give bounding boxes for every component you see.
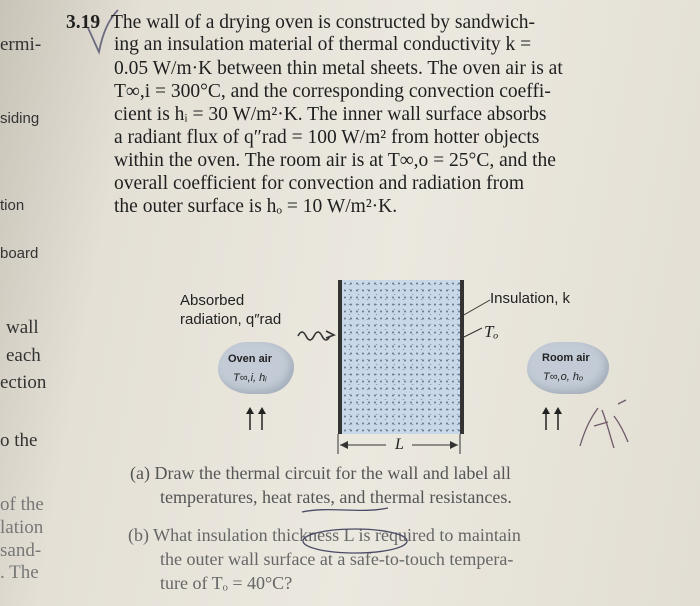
problem-line: T∞,i = 300°C, and the corresponding convection coeffi-: [114, 81, 551, 102]
problem-line: The wall of a drying oven is constructed by sandwich-: [111, 12, 536, 33]
margin-word: of the: [0, 494, 44, 515]
oven-air-cloud: [218, 342, 294, 394]
handwritten-scribble: [574, 396, 634, 454]
margin-word: lation: [0, 517, 44, 538]
to-leader-line: [460, 326, 484, 340]
margin-word: siding: [0, 110, 40, 127]
room-air-params: T∞,o, hₒ: [543, 371, 584, 383]
question-b-line: (b) What insulation thickness L is required to maintain: [128, 525, 521, 545]
radiation-wave-icon: [296, 326, 338, 342]
question-b-line: the outer wall surface at a safe-to-touch tempera-: [160, 549, 514, 569]
margin-word: sand-: [0, 540, 42, 561]
oven-air-params: T∞,i, hᵢ: [233, 372, 267, 384]
problem-line: cient is hᵢ = 30 W/m²·K. The inner wall surface absorbs: [114, 104, 547, 125]
convection-arrows-left: [242, 404, 272, 432]
room-air-title: Room air: [542, 352, 590, 364]
thickness-label: L: [395, 436, 404, 453]
oven-air-title: Oven air: [228, 353, 273, 365]
handwritten-underline: [300, 504, 390, 516]
problem-line: ing an insulation material of thermal conductivity k =: [114, 34, 532, 55]
margin-word: ermi-: [0, 34, 42, 55]
absorbed-radiation-label: radiation, q″rad: [180, 311, 282, 328]
insulation-label: Insulation, k: [490, 290, 571, 307]
insulation-leader-line: [460, 298, 492, 318]
problem-line: within the oven. The room air is at T∞,o = 25°C, and the: [114, 150, 556, 171]
margin-word: tion: [0, 197, 25, 214]
margin-word: ection: [0, 372, 47, 393]
margin-word: wall: [6, 317, 39, 338]
problem-line: a radiant flux of q″rad = 100 W/m² from hotter objects: [114, 127, 540, 148]
margin-word: each: [6, 345, 41, 366]
outer-surface-temp-label: Tₒ: [484, 322, 499, 341]
convection-arrows-right: [538, 404, 568, 432]
margin-word: o the: [0, 430, 38, 451]
room-air-cloud: [527, 342, 609, 394]
question-a-line: temperatures, heat rates, and thermal resistances.: [160, 487, 512, 507]
margin-word: . The: [0, 562, 39, 583]
problem-number: 3.19: [66, 12, 101, 33]
question-b-line: ture of Tₒ = 40°C?: [160, 573, 293, 593]
margin-word: board: [0, 245, 39, 262]
problem-line: 0.05 W/m·K between thin metal sheets. The oven air is at: [114, 58, 563, 79]
insulation-wall: [338, 280, 464, 434]
problem-line: overall coefficient for convection and radiation from: [114, 173, 525, 194]
handwritten-circle: [300, 526, 410, 556]
problem-line: the outer surface is hₒ = 10 W/m²·K.: [114, 196, 398, 217]
absorbed-radiation-label: Absorbed: [180, 292, 245, 309]
question-a-line: (a) Draw the thermal circuit for the wall and label all: [130, 463, 511, 483]
